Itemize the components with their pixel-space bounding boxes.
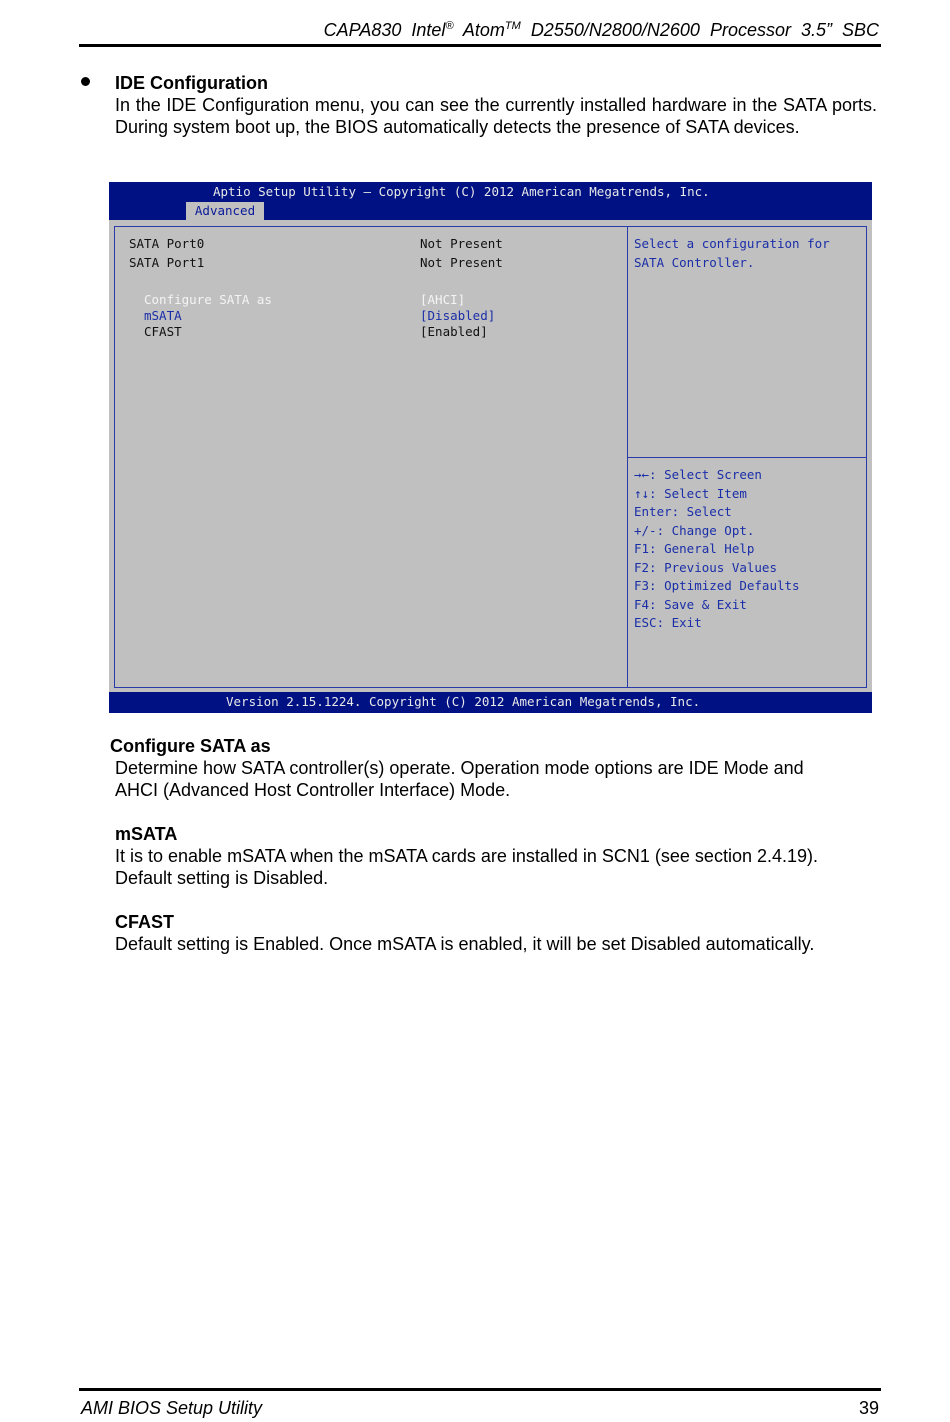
bullet-icon xyxy=(81,77,90,86)
key-hint: Enter: Select xyxy=(634,504,732,519)
configure-sata-option[interactable]: Configure SATA as xyxy=(144,292,272,307)
page-header xyxy=(79,16,881,47)
ide-body: In the IDE Configuration menu, you can see the currently installed hardware in the SATA ports. During system boot up, the BIOS automatically detects the presence of SATA devices. xyxy=(115,95,877,137)
key-hint: ESC: Exit xyxy=(634,615,702,630)
cfast-value[interactable]: [Enabled] xyxy=(420,324,488,339)
desc-title-configure-sata: Configure SATA as xyxy=(110,736,271,756)
footer-section: AMI BIOS Setup Utility xyxy=(81,1398,263,1418)
desc-line: AHCI (Advanced Host Controller Interface) Mode. xyxy=(115,780,511,800)
key-hint: F2: Previous Values xyxy=(634,559,777,575)
page-number: 39 xyxy=(858,1398,879,1418)
ide-heading: IDE Configuration xyxy=(115,73,268,93)
desc-title-msata: mSATA xyxy=(115,824,178,844)
bios-screenshot xyxy=(109,182,872,713)
help-text-line: SATA Controller. xyxy=(634,255,755,270)
configure-sata-value[interactable]: [AHCI] xyxy=(420,292,466,307)
sata-port1-value: Not Present xyxy=(420,255,503,270)
desc-line: Default setting is Enabled. Once mSATA is enabled, it will be set Disabled automatically. xyxy=(115,934,815,954)
sata-port0-label: SATA Port0 xyxy=(129,236,205,251)
key-hint: F4: Save & Exit xyxy=(634,596,747,612)
tab-advanced[interactable]: Advanced xyxy=(186,202,264,220)
msata-value[interactable]: [Disabled] xyxy=(420,308,496,323)
bios-help-divider xyxy=(628,457,866,458)
bios-main-frame xyxy=(114,226,867,688)
bios-version: Version 2.15.1224. Copyright (C) 2012 American Megatrends, Inc. xyxy=(226,694,701,709)
key-hint: →←: Select Screen xyxy=(634,467,762,482)
page-footer xyxy=(79,1388,881,1422)
key-hint: F1: General Help xyxy=(634,541,755,556)
sata-port1-label: SATA Port1 xyxy=(129,255,205,270)
desc-line: Determine how SATA controller(s) operate. Operation mode options are IDE Mode and xyxy=(115,758,804,778)
key-hint: ↑↓: Select Item xyxy=(634,485,747,501)
sata-port0-value: Not Present xyxy=(420,236,503,251)
help-text-line: Select a configuration for xyxy=(634,236,830,251)
desc-line: Default setting is Disabled. xyxy=(115,868,329,888)
cfast-option[interactable]: CFAST xyxy=(144,324,182,339)
msata-option[interactable]: mSATA xyxy=(144,308,182,323)
desc-line: It is to enable mSATA when the mSATA cards are installed in SCN1 (see section 2.4.19). xyxy=(115,846,819,866)
key-hint: F3: Optimized Defaults xyxy=(634,578,800,593)
bios-status-bar xyxy=(109,692,872,713)
bios-title-bar xyxy=(109,182,872,220)
key-hint: +/-: Change Opt. xyxy=(634,522,755,538)
desc-title-cfast: CFAST xyxy=(115,912,175,932)
bios-title: Aptio Setup Utility – Copyright (C) 2012 American Megatrends, Inc. xyxy=(213,184,710,199)
header-title: CAPA830 Intel® Atom™ D2550/N2800/N2600 Processor 3.5” SBC xyxy=(323,20,879,40)
